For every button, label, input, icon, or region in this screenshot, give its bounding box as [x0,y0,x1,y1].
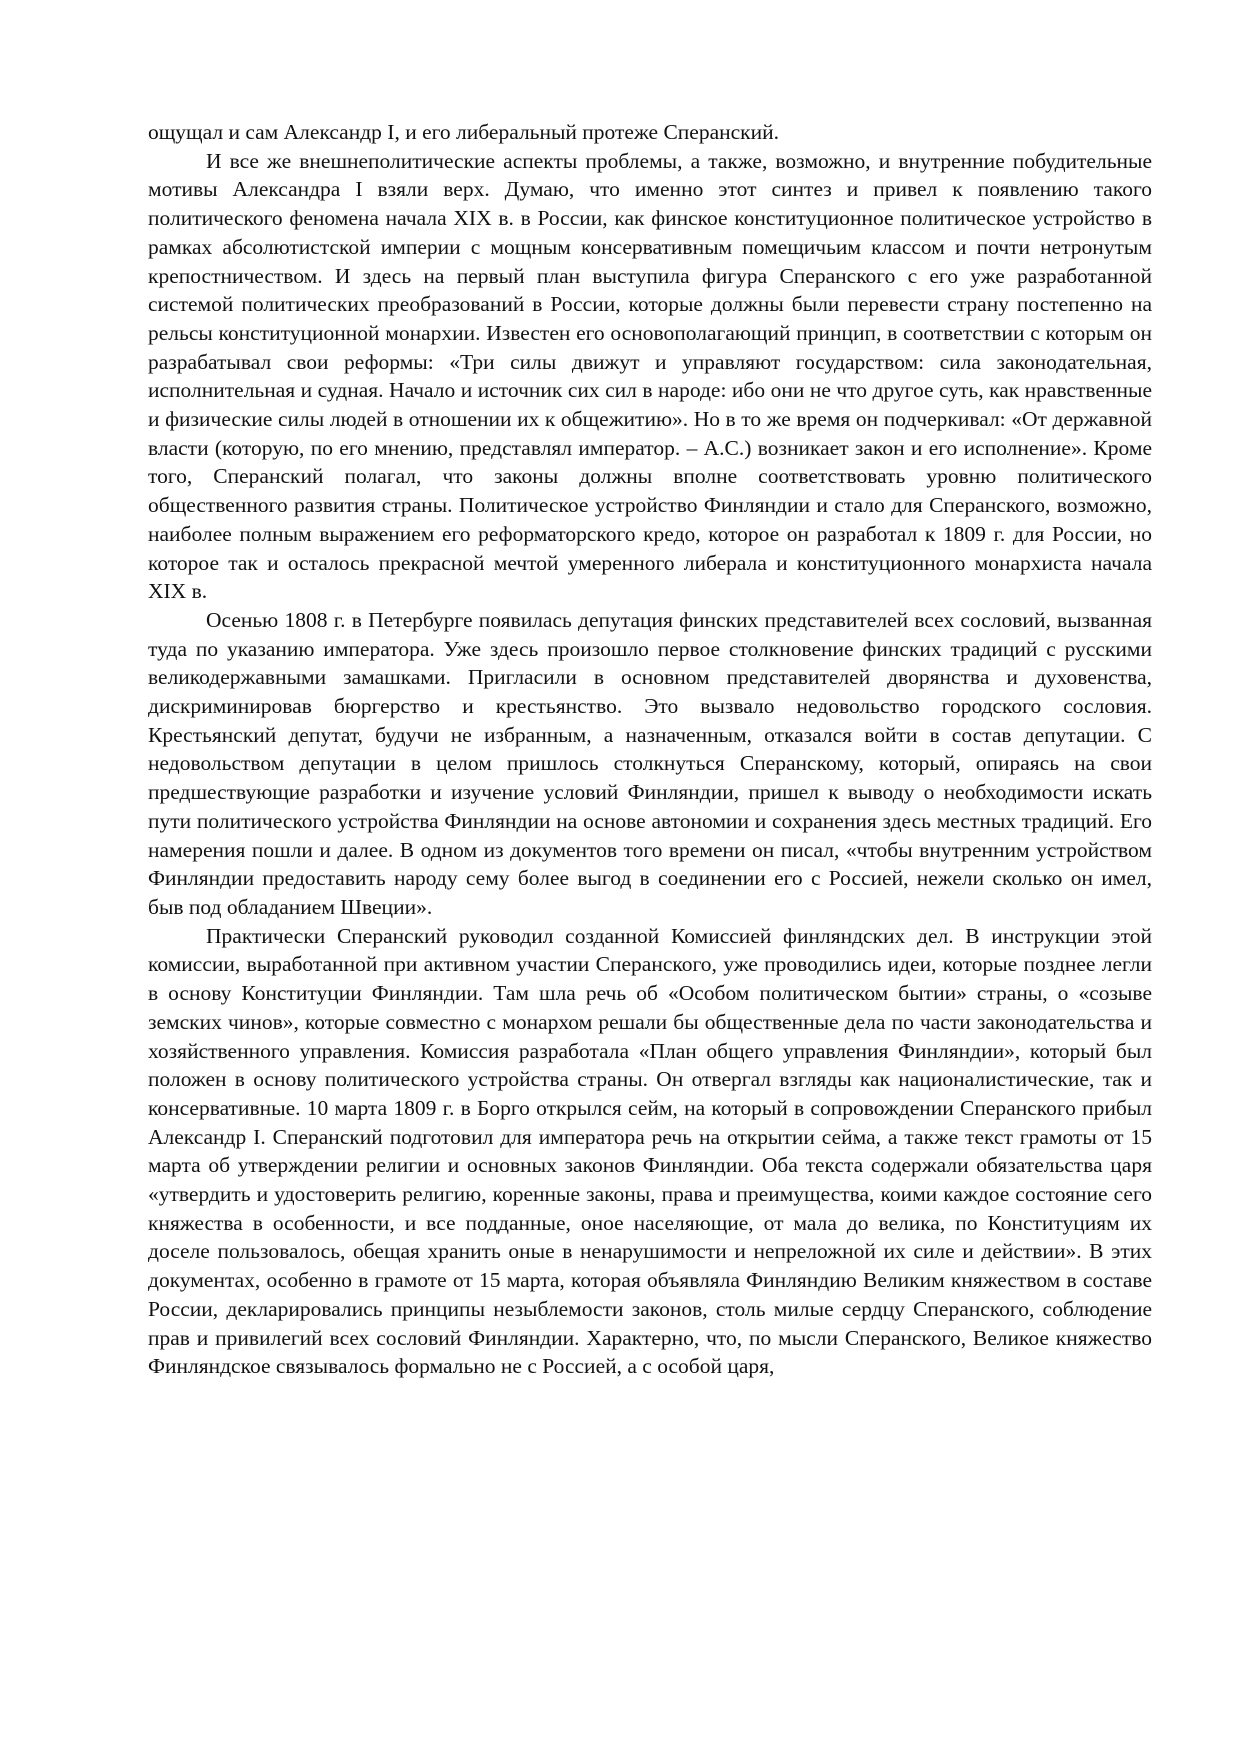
paragraph-1: ощущал и сам Александр I, и его либеральный протеже Сперанский. [148,120,780,144]
paragraph-3: Осенью 1808 г. в Петербурге появилась депутация финских представителей всех сословий, вызванная туда по указанию императора. Уже здесь произошло первое столкновение финских традиций с русскими великодержавными замашками. Пригласили в основном представителей дворянства и духовенства, дискриминировав бюргерство и крестьянство. Это вызвало недовольство городского сословия. Крестьянский депутат, будучи не избранным, а назначенным, отказался войти в состав депутации. С недовольством депутации в целом пришлось столкнуться Сперанскому, который, опираясь на свои предшествующие разработки и изучение условий Финляндии, пришел к выводу о необходимости искать пути политического устройства Финляндии на основе автономии и сохранения здесь местных традиций. Его намерения пошли и далее. В одном из документов того времени он писал, «чтобы внутренним устройством Финляндии предоставить народу сему более выгод в соединении его с Россией, нежели сколько он имел, быв под обладанием Швеции». [148,607,1152,919]
paragraph-4: Практически Сперанский руководил созданной Комиссией финляндских дел. В инструкции этой комиссии, выработанной при активном участии Сперанского, уже проводились идеи, которые позднее легли в основу Конституции Финляндии. Там шла речь об «Особом политическом бытии» страны, о «созыве земских чинов», которые совместно с монархом решали бы общественные дела по части законодательства и хозяйственного управления. Комиссия разработала «План общего управления Финляндии», который был положен в основу политического устройства страны. Он отвергал взгляды как националистические, так и консервативные. 10 марта 1809 г. в Борго открылся сейм, на который в сопровождении Сперанского прибыл Александр I. Сперанский подготовил для императора речь на открытии сейма, а также текст грамоты от 15 марта об утверждении религии и основных законов Финляндии. Оба текста содержали обязательства царя «утвердить и удостоверить религию, коренные законы, права и преимущества, коими каждое состояние сего княжества в особенности, и все подданные, оное населяющие, от мала до велика, по Конституциям их доселе пользовалось, обещая хранить оные в ненарушимости и непреложной их силе и действии». В этих документах, особенно в грамоте от 15 марта, которая объявляла Финляндию Великим княжеством в составе России, декларировались принципы незыблемости законов, столь милые сердцу Сперанского, соблюдение прав и привилегий всех сословий Финляндии. Характерно, что, по мысли Сперанского, Великое княжество Финляндское связывалось формально не с Россией, а с особой царя, [148,923,1152,1379]
paragraph-2: И все же внешнеполитические аспекты проблемы, а также, возможно, и внутренние побудительные мотивы Александра I взяли верх. Думаю, что именно этот синтез и привел к появлению такого политического феномена начала XIX в. в России, как финское конституционное политическое устройство в рамках абсолютистской империи с мощным консервативным помещичьим классом и почти нетронутым крепостничеством. И здесь на первый план выступила фигура Сперанского с его уже разработанной системой политических преобразований в России, которые должны были перевести страну постепенно на рельсы конституционной монархии. Известен его основополагающий принцип, в соответствии с которым он разрабатывал свои реформы: «Три силы движут и управляют государством: сила законодательная, исполнительная и судная. Начало и источник сих сил в народе: ибо они не что другое суть, как нравственные и физические силы людей в отношении их к общежитию». Но в то же время он подчеркивал: «От державной власти (которую, по его мнению, представлял император. – А.С.) возникает закон и его исполнение». Кроме того, Сперанский полагал, что законы должны вполне соответствовать уровню политического общественного развития страны. Политическое устройство Финляндии и стало для Сперанского, возможно, наиболее полным выражением его реформаторского кредо, которое он разработал к 1809 г. для России, но которое так и осталось прекрасной мечтой умеренного либерала и конституционного монархиста начала XIX в. [148,148,1152,604]
document-page [148,118,1152,1381]
